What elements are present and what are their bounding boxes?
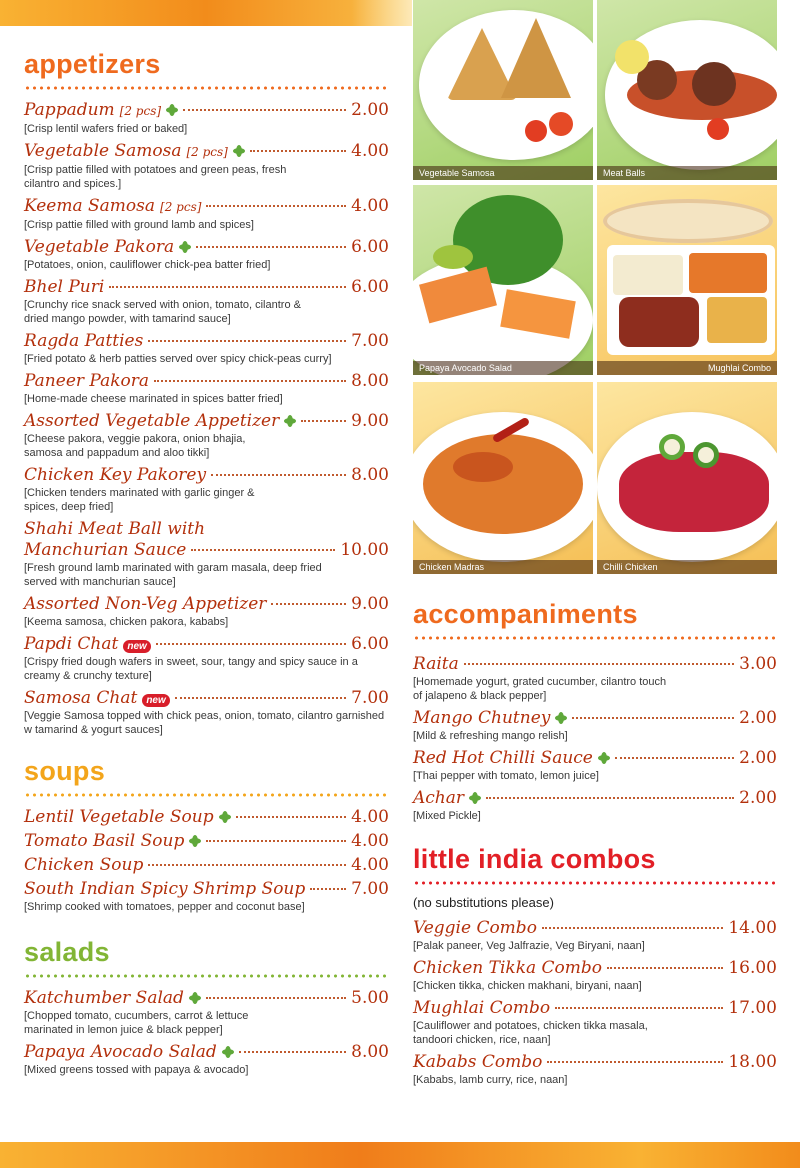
item-price: 18.00: [728, 1052, 777, 1072]
item-name: Samosa Chat: [24, 688, 138, 708]
item-name: Katchumber Salad: [24, 988, 184, 1008]
item-description: [Mild & refreshing mango relish]: [413, 730, 568, 742]
photo-caption: Vegetable Samosa: [413, 166, 593, 180]
dot-leader: [109, 286, 346, 288]
item-price: 5.00: [351, 988, 389, 1008]
vegetarian-leaf-icon: [189, 835, 201, 847]
item-price: 10.00: [340, 540, 389, 560]
item-price: 8.00: [351, 371, 389, 391]
photo-chicken-madras: [413, 382, 593, 574]
item-price: 17.00: [728, 998, 777, 1018]
item-name: Kababs Combo: [413, 1052, 543, 1072]
jalapeno-shape: [659, 434, 685, 460]
appetizers-divider: [24, 86, 389, 90]
accompaniments-divider: [413, 636, 777, 640]
new-badge: new: [123, 640, 150, 653]
avocado-shape: [433, 245, 473, 269]
soups-heading: soups: [24, 756, 106, 786]
item-description: [Crisp pattie filled with ground lamb and spices]: [24, 219, 254, 231]
menu-item-chicken-tikka-combo: [413, 958, 777, 993]
dot-leader: [196, 246, 346, 248]
combos-divider: [413, 881, 777, 885]
item-name: Papaya Avocado Salad: [24, 1042, 217, 1062]
item-name: Pappadum: [24, 100, 115, 120]
item-price: 4.00: [351, 855, 389, 875]
naan-shape: [603, 199, 773, 243]
accompaniments-heading: accompaniments: [413, 599, 638, 629]
chicken-shape: [619, 452, 769, 532]
dot-leader: [156, 643, 346, 645]
item-price: 2.00: [739, 788, 777, 808]
item-name: Veggie Combo: [413, 918, 537, 938]
item-name: Mughlai Combo: [413, 998, 551, 1018]
right-column: [413, 598, 777, 1092]
dot-leader: [572, 717, 734, 719]
dot-leader: [486, 797, 734, 799]
item-price: 6.00: [351, 277, 389, 297]
item-price: 7.00: [351, 331, 389, 351]
item-description: [Palak paneer, Veg Jalfrazie, Veg Biryani, naan]: [413, 940, 645, 952]
menu-item-vegetable-pakora: [24, 237, 389, 272]
dot-leader: [206, 997, 346, 999]
dot-leader: [615, 757, 734, 759]
photo-caption: Chilli Chicken: [597, 560, 777, 574]
item-description: [Fresh ground lamb marinated with garam masala, deep fried served with manchurian sauce]: [24, 562, 322, 588]
dot-leader: [271, 603, 346, 605]
item-description: [Thai pepper with tomato, lemon juice]: [413, 770, 599, 782]
dot-leader: [542, 927, 723, 929]
dot-leader: [239, 1051, 346, 1053]
item-price: 8.00: [351, 465, 389, 485]
soups-divider: [24, 793, 389, 797]
item-price: 4.00: [351, 196, 389, 216]
vegetarian-leaf-icon: [219, 811, 231, 823]
item-price: 2.00: [739, 708, 777, 728]
photo-meat-balls: [597, 0, 777, 180]
item-description: [Crisp pattie filled with potatoes and green peas, fresh cilantro and spices.]: [24, 164, 287, 190]
menu-item-lentil-vegetable-soup: [24, 807, 389, 828]
item-price: 16.00: [728, 958, 777, 978]
dot-leader: [206, 840, 346, 842]
dot-leader: [464, 663, 734, 665]
vegetarian-leaf-icon: [555, 712, 567, 724]
menu-item-assorted-non-veg-appetizer: [24, 594, 389, 629]
bottom-decorative-band: [0, 1142, 800, 1168]
item-price: 3.00: [739, 654, 777, 674]
menu-item-pappadum: [24, 100, 389, 136]
vegetarian-leaf-icon: [189, 992, 201, 1004]
item-price: 4.00: [351, 141, 389, 161]
item-name: Paneer Pakora: [24, 371, 150, 391]
combos-heading: little india combos: [413, 844, 656, 874]
tandoori-shape: [619, 297, 699, 347]
item-description: [Kababs, lamb curry, rice, naan]: [413, 1074, 568, 1086]
item-description: [Fried potato & herb patties served over spicy chick-peas curry]: [24, 353, 332, 365]
dot-leader: [211, 474, 346, 476]
meatball-shape: [692, 62, 736, 106]
item-name: Chicken Soup: [24, 855, 144, 875]
dot-leader: [236, 816, 347, 818]
item-price: 7.00: [351, 688, 389, 708]
dot-leader: [148, 864, 346, 866]
curry-shape: [689, 253, 767, 293]
item-name: Manchurian Sauce: [24, 540, 187, 560]
photo-caption: Chicken Madras: [413, 560, 593, 574]
item-name: Tomato Basil Soup: [24, 831, 185, 851]
top-decorative-band: [0, 0, 412, 26]
item-quantity: [2 pcs]: [119, 104, 162, 118]
vegetarian-leaf-icon: [233, 145, 245, 157]
item-description: [Mixed Pickle]: [413, 810, 481, 822]
lemon-shape: [615, 40, 649, 74]
item-description: [Mixed greens tossed with papaya & avocado]: [24, 1064, 249, 1076]
dot-leader: [547, 1061, 723, 1063]
item-price: 8.00: [351, 1042, 389, 1062]
item-description: [Cheese pakora, veggie pakora, onion bhajia, samosa and pappadum and aloo tikki]: [24, 433, 246, 459]
menu-item-assorted-vegetable-appetizer: [24, 411, 389, 460]
menu-item-shrimp-soup: [24, 879, 389, 914]
item-description: [Veggie Samosa topped with chick peas, onion, tomato, cilantro garnished w tamarind & yogurt sauces]: [24, 710, 385, 736]
vegetarian-leaf-icon: [284, 415, 296, 427]
menu-item-veggie-combo: [413, 918, 777, 953]
menu-item-raita: [413, 654, 777, 703]
vegetarian-leaf-icon: [222, 1046, 234, 1058]
item-description: [Crisp lentil wafers fried or baked]: [24, 123, 188, 135]
vegetarian-leaf-icon: [598, 752, 610, 764]
dot-leader: [206, 205, 346, 207]
cauliflower-shape: [707, 297, 767, 343]
vegetarian-leaf-icon: [179, 241, 191, 253]
dot-leader: [607, 967, 723, 969]
dot-leader: [301, 420, 346, 422]
item-price: 6.00: [351, 237, 389, 257]
photo-chilli-chicken: [597, 382, 777, 574]
menu-item-bhel-puri: [24, 277, 389, 326]
item-description: [Keema samosa, chicken pakora, kababs]: [24, 616, 229, 628]
item-price: 6.00: [351, 634, 389, 654]
item-name: Keema Samosa: [24, 196, 156, 216]
menu-item-keema-samosa: [24, 196, 389, 232]
menu-item-katchumber-salad: [24, 988, 389, 1037]
menu-item-ragda-patties: [24, 331, 389, 366]
dot-leader: [148, 340, 346, 342]
item-name: Papdi Chat: [24, 634, 119, 654]
vegetarian-leaf-icon: [469, 792, 481, 804]
item-price: 2.00: [739, 748, 777, 768]
menu-item-papaya-avocado-salad: [24, 1042, 389, 1077]
tomato-shape: [549, 112, 573, 136]
item-description: [Chicken tenders marinated with garlic ginger & spices, deep fried]: [24, 487, 255, 513]
item-description: [Crunchy rice snack served with onion, tomato, cilantro & dried mango powder, with tamarind sauce]: [24, 299, 301, 325]
item-name: Red Hot Chilli Sauce: [413, 748, 593, 768]
item-name: South Indian Spicy Shrimp Soup: [24, 879, 306, 899]
item-price: 14.00: [728, 918, 777, 938]
item-name: Chicken Tikka Combo: [413, 958, 603, 978]
menu-item-papdi-chat: [24, 634, 389, 683]
dot-leader: [183, 109, 346, 111]
menu-item-samosa-chat: [24, 688, 389, 737]
item-description: [Crispy fried dough wafers in sweet, sour, tangy and spicy sauce in a creamy & crunchy texture]: [24, 656, 358, 682]
salads-divider: [24, 974, 389, 978]
dot-leader: [555, 1007, 723, 1009]
menu-item-achar: [413, 788, 777, 823]
new-badge: new: [142, 694, 169, 707]
dot-leader: [310, 888, 346, 890]
menu-item-shahi-meat-ball: [24, 519, 389, 589]
photo-caption: Papaya Avocado Salad: [413, 361, 593, 375]
item-name: Chicken Key Pakorey: [24, 465, 207, 485]
menu-item-mango-chutney: [413, 708, 777, 743]
menu-item-tomato-basil-soup: [24, 831, 389, 852]
item-price: 4.00: [351, 807, 389, 827]
menu-item-red-hot-chilli-sauce: [413, 748, 777, 783]
item-description: [Home-made cheese marinated in spices batter fried]: [24, 393, 283, 405]
item-name: Assorted Non-Veg Appetizer: [24, 594, 267, 614]
item-name: Ragda Patties: [24, 331, 144, 351]
item-description: [Shrimp cooked with tomatoes, pepper and coconut base]: [24, 901, 305, 913]
item-price: 2.00: [351, 100, 389, 120]
menu-item-chicken-soup: [24, 855, 389, 876]
salads-heading: salads: [24, 937, 110, 967]
photo-caption: Meat Balls: [597, 166, 777, 180]
item-price: 4.00: [351, 831, 389, 851]
rice-shape: [613, 255, 683, 295]
chicken-shape: [453, 452, 513, 482]
menu-item-kababs-combo: [413, 1052, 777, 1087]
photo-vegetable-samosa: [413, 0, 593, 180]
item-name: Bhel Puri: [24, 277, 105, 297]
menu-item-paneer-pakora: [24, 371, 389, 406]
item-price: 7.00: [351, 879, 389, 899]
item-name: Vegetable Samosa: [24, 141, 182, 161]
menu-item-chicken-key-pakorey: [24, 465, 389, 514]
menu-item-vegetable-samosa: [24, 141, 389, 191]
photo-papaya-avocado-salad: [413, 185, 593, 375]
item-name: Achar: [413, 788, 465, 808]
item-description: [Potatoes, onion, cauliflower chick-pea batter fried]: [24, 259, 271, 271]
combos-note: (no substitutions please): [413, 895, 554, 910]
item-description: [Homemade yogurt, grated cucumber, cilantro touch of jalapeno & black pepper]: [413, 676, 667, 702]
dot-leader: [250, 150, 346, 152]
item-description: [Chopped tomato, cucumbers, carrot & lettuce marinated in lemon juice & black pepper]: [24, 1010, 249, 1036]
photo-caption: Mughlai Combo: [597, 361, 777, 375]
tomato-shape: [707, 118, 729, 140]
item-description: [Chicken tikka, chicken makhani, biryani, naan]: [413, 980, 642, 992]
dot-leader: [154, 380, 346, 382]
item-name: Raita: [413, 654, 459, 674]
dot-leader: [175, 697, 346, 699]
item-name: Mango Chutney: [413, 708, 551, 728]
vegetarian-leaf-icon: [166, 104, 178, 116]
tomato-shape: [525, 120, 547, 142]
left-column: [24, 48, 389, 1082]
item-name: Lentil Vegetable Soup: [24, 807, 214, 827]
dot-leader: [191, 549, 335, 551]
item-quantity: [2 pcs]: [186, 145, 228, 159]
jalapeno-shape: [693, 442, 719, 468]
item-quantity: [2 pcs]: [160, 200, 202, 214]
item-price: 9.00: [351, 411, 389, 431]
curry-shape: [423, 434, 583, 534]
item-name-line1: Shahi Meat Ball with: [24, 519, 206, 539]
item-price: 9.00: [351, 594, 389, 614]
photo-mughlai-combo: [597, 185, 777, 375]
item-description: [Cauliflower and potatoes, chicken tikka masala, tandoori chicken, rice, naan]: [413, 1020, 648, 1046]
item-name: Assorted Vegetable Appetizer: [24, 411, 280, 431]
appetizers-heading: appetizers: [24, 49, 161, 79]
menu-item-mughlai-combo: [413, 998, 777, 1047]
item-name: Vegetable Pakora: [24, 237, 175, 257]
